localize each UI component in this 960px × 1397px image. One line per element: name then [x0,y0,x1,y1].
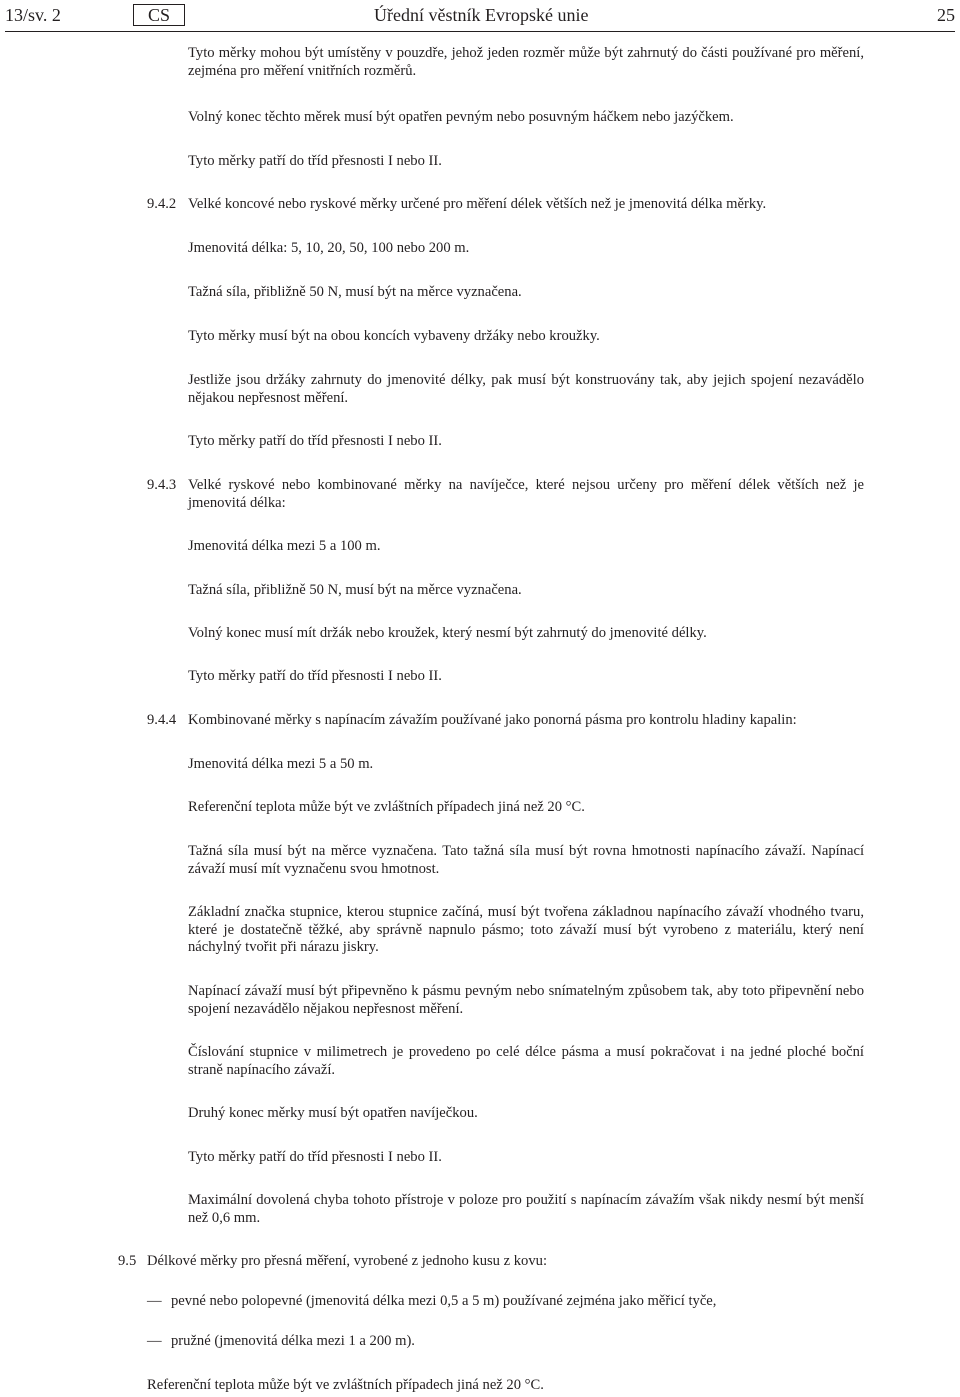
page-header [0,0,960,32]
journal-title: Úřední věstník Evropské unie [374,5,589,25]
list-item-rigid: pevné nebo polopevné (jmenovitá délka mezi 0,5 a 5 m) používané zejména jako měřicí tyče, [171,1293,717,1309]
paragraph-nominal-length: Jmenovitá délka mezi 5 a 50 m. [188,756,374,772]
paragraph-winder: Druhý konec měrky musí být opatřen navíječkou. [188,1105,478,1121]
paragraph-case-measures: Tyto měrky mohou být umístěny v pouzdře, jehož jeden rozměr může být zahrnutý do části používané pro měření, zejména pro měření vnitřních rozměrů. [188,45,864,79]
paragraph-accuracy-class: Tyto měrky patří do tříd přesnosti I nebo II. [188,433,442,449]
issue-number: 13/sv. 2 [5,5,61,25]
list-dash: — [147,1293,162,1309]
paragraph-tension-force: Tažná síla, přibližně 50 N, musí být na měrce vyznačena. [188,582,522,598]
paragraph-accuracy-class: Tyto měrky patří do tříd přesnosti I nebo II. [188,153,442,169]
paragraph-holders-rings: Tyto měrky musí být na obou koncích vybaveny držáky nebo kroužky. [188,328,600,344]
paragraph-tension-force: Tažná síla, přibližně 50 N, musí být na měrce vyznačena. [188,284,522,300]
section-title-9-4-2: Velké koncové nebo ryskové měrky určené pro měření délek větších než je jmenovitá délka měrky. [188,196,767,212]
paragraph-tension-weight: Tažná síla musí být na měrce vyznačena. Tato tažná síla musí být rovna hmotnosti napínacího závaží. Napínací závaží musí mít vyznačenu svou hmotnost. [188,843,864,877]
paragraph-holders-construction: Jestliže jsou držáky zahrnuty do jmenovité délky, pak musí být konstruovány tak, aby jejich spojení nezavádělo nějakou nepřesnost měření. [188,372,864,406]
section-title-9-4-3: Velké ryskové nebo kombinované měrky na navíječce, které nejsou určeny pro měření délek větších než je jmenovitá délka: [188,477,864,511]
section-number-9-4-2: 9.4.2 [147,196,177,212]
page-number: 25 [937,5,955,25]
paragraph-accuracy-class: Tyto měrky patří do tříd přesnosti I nebo II. [188,668,442,684]
section-number-9-4-3: 9.4.3 [147,477,177,493]
section-number-9-5: 9.5 [118,1253,137,1269]
paragraph-scale-base-mark: Základní značka stupnice, kterou stupnice začíná, musí být tvořena základnou napínacího závaží vhodného tvaru, které je dostatečně těžké, aby správně napnulo pásmo; toto závaží musí být vyrobeno z materiálu, který není náchylný tvořit při nárazu jiskry. [188,904,864,955]
paragraph-free-end-hook: Volný konec těchto měrek musí být opatřen pevným nebo posuvným háčkem nebo jazýčkem. [188,109,734,125]
paragraph-nominal-length: Jmenovitá délka: 5, 10, 20, 50, 100 nebo 200 m. [188,240,470,256]
paragraph-reference-temperature: Referenční teplota může být ve zvláštních případech jiná než 20 °C. [147,1377,544,1393]
paragraph-accuracy-class: Tyto měrky patří do tříd přesnosti I nebo II. [188,1149,442,1165]
section-number-9-4-4: 9.4.4 [147,712,177,728]
list-item-flexible: pružné (jmenovitá délka mezi 1 a 200 m). [171,1333,415,1349]
paragraph-max-error: Maximální dovolená chyba tohoto přístroje v poloze pro použití s napínacím závažím však nikdy nesmí být menší než 0,6 mm. [188,1192,864,1226]
section-title-9-4-4: Kombinované měrky s napínacím závažím používané jako ponorná pásma pro kontrolu hladiny kapalin: [188,712,797,728]
paragraph-free-end-holder: Volný konec musí mít držák nebo kroužek, který nesmí být zahrnutý do jmenovité délky. [188,625,707,641]
list-dash: — [147,1333,162,1349]
language-code-box: CS [133,4,185,26]
paragraph-scale-numbering: Číslování stupnice v milimetrech je provedeno po celé délce pásma a musí pokračovat i na jedné ploché boční straně napínacího závaží. [188,1044,864,1078]
section-title-9-5: Délkové měrky pro přesná měření, vyrobené z jednoho kusu z kovu: [147,1253,547,1269]
header-rule [5,31,955,32]
paragraph-nominal-length: Jmenovitá délka mezi 5 a 100 m. [188,538,381,554]
paragraph-weight-attachment: Napínací závaží musí být připevněno k pásmu pevným nebo snímatelným způsobem tak, aby toto připevnění nebo spojení nezavádělo nějakou nepřesnost měření. [188,983,864,1017]
paragraph-reference-temperature: Referenční teplota může být ve zvláštních případech jiná než 20 °C. [188,799,585,815]
